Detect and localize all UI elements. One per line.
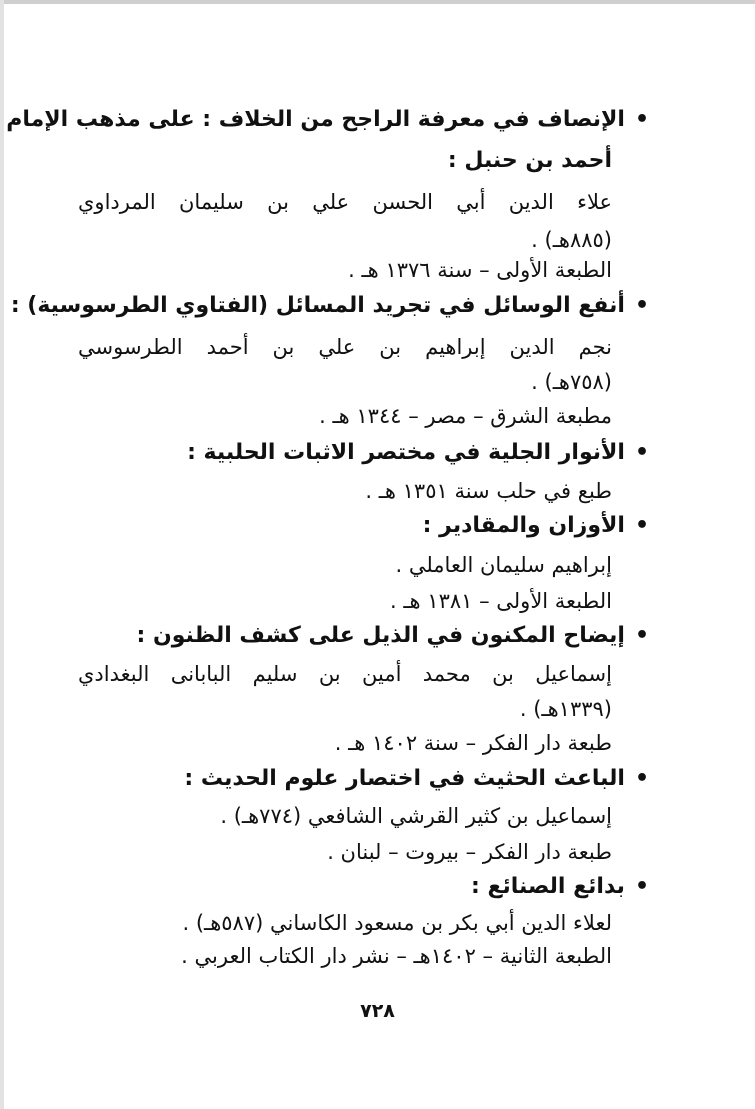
entry-title-text: إيضاح المكنون في الذيل على كشف الظنون :	[136, 623, 625, 648]
entry-title	[184, 765, 649, 793]
entry-author: إسماعيل بن محمد أمين بن سليم البابانى البغدادي	[78, 662, 612, 686]
entry-edition: الطبعة الثانية – ١٤٠٢هـ – نشر دار الكتاب العربي .	[181, 944, 612, 968]
bullet-icon: •	[634, 107, 649, 132]
entry-title-text: الإنصاف في معرفة الراجح من الخلاف : على مذهب الإمام	[6, 107, 625, 132]
entry-title-text: الأنوار الجلية في مختصر الاثبات الحلبية :	[187, 440, 625, 465]
entry-title-text: بدائع الصنائع :	[471, 874, 625, 899]
entry-edition: طبعة دار الفكر – سنة ١٤٠٢ هـ .	[334, 731, 612, 755]
bullet-icon: •	[634, 440, 649, 465]
entry-author: إبراهيم سليمان العاملي .	[395, 553, 612, 577]
page-number: ٧٢٨	[360, 1000, 395, 1022]
entry-author: علاء الدين أبي الحسن علي بن سليمان المرداوي	[78, 190, 612, 214]
entry-edition: الطبعة الأولى – سنة ١٣٧٦ هـ .	[348, 258, 612, 282]
bullet-icon: •	[634, 766, 649, 791]
entry-author: لعلاء الدين أبي بكر بن مسعود الكاساني (٥٨٧هـ) .	[182, 911, 612, 935]
entry-author: نجم الدين إبراهيم بن علي بن أحمد الطرسوسي	[78, 335, 612, 359]
entry-title	[11, 292, 649, 320]
entry-title-text: الباعث الحثيث في اختصار علوم الحديث :	[184, 766, 625, 791]
bullet-icon: •	[634, 513, 649, 538]
entry-edition: مطبعة الشرق – مصر – ١٣٤٤ هـ .	[319, 404, 612, 428]
entry-author: إسماعيل بن كثير القرشي الشافعي (٧٧٤هـ) .	[220, 804, 612, 828]
entry-death-year: (١٣٣٩هـ) .	[519, 697, 612, 721]
entry-publication: طبع في حلب سنة ١٣٥١ هـ .	[365, 479, 612, 503]
scan-edge-top	[0, 0, 755, 4]
scan-edge-left	[0, 0, 4, 1109]
entry-title-text: أنفع الوسائل في تجريد المسائل (الفتاوي الطرسوسية) :	[10, 293, 625, 318]
entry-edition: طبعة دار الفكر – بيروت – لبنان .	[327, 840, 612, 864]
entry-death-year: (٨٨٥هـ) .	[531, 228, 612, 252]
entry-title	[187, 439, 649, 467]
entry-title-text: الأوزان والمقادير :	[422, 513, 625, 538]
entry-title	[137, 622, 649, 650]
bullet-icon: •	[634, 874, 649, 899]
entry-title-continuation: أحمد بن حنبل :	[447, 148, 612, 173]
entry-edition: الطبعة الأولى – ١٣٨١ هـ .	[390, 589, 612, 613]
entry-death-year: (٧٥٨هـ) .	[531, 370, 612, 394]
bullet-icon: •	[634, 623, 649, 648]
entry-title	[6, 106, 649, 134]
entry-title	[471, 873, 649, 901]
bullet-icon: •	[634, 293, 649, 318]
entry-title	[423, 512, 649, 540]
